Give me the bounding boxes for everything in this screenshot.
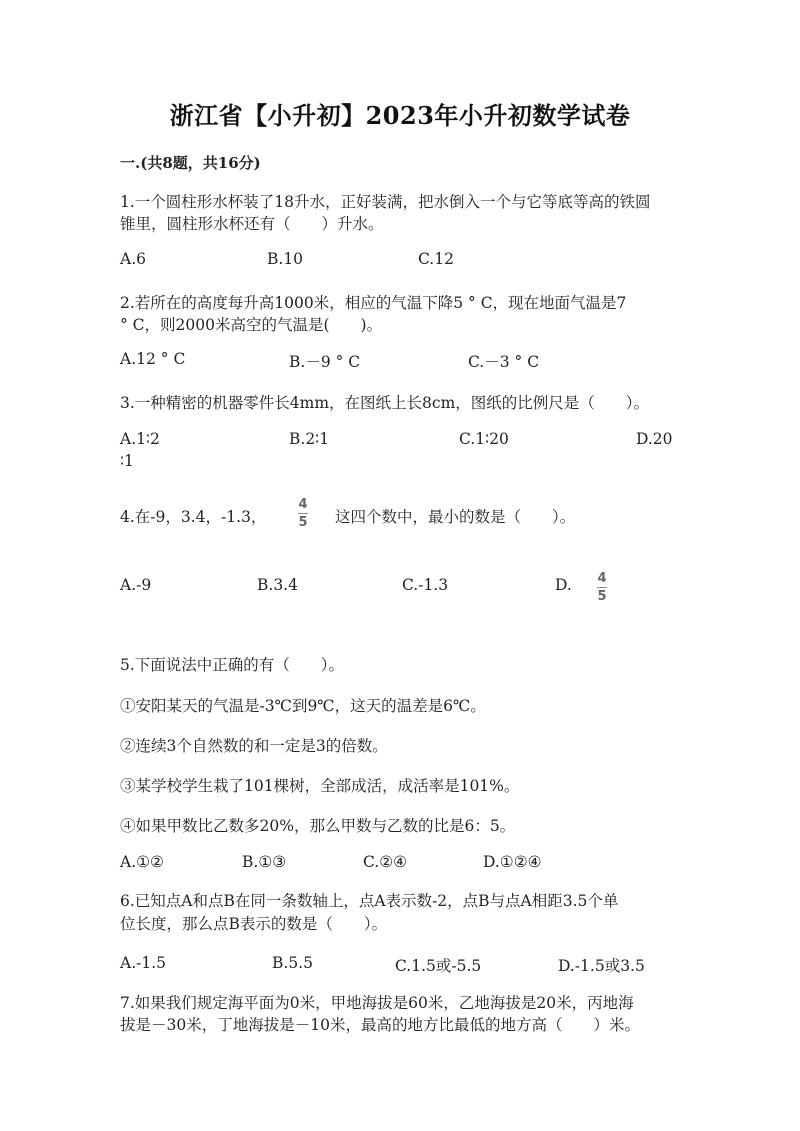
question-5-option-b: B.①③: [242, 853, 287, 871]
question-1-option-c: C.12: [418, 250, 454, 268]
question-4-text-end: 这四个数中，最小的数是（ ）。: [335, 508, 576, 526]
question-7-line-1: 7.如果我们规定海平面为0米，甲地海拔是60米，乙地海拔是20米，丙地海: [120, 994, 634, 1012]
question-5-statement-2: ②连续3个自然数的和一定是3的倍数。: [120, 737, 388, 755]
question-3-option-a: A.1∶2: [120, 430, 160, 448]
question-6-line-1: 6.已知点A和点B在同一条数轴上，点A表示数-2，点B与点A相距3.5个单: [120, 892, 619, 910]
section-heading: 一.(共8题，共16分): [120, 154, 261, 172]
question-6-option-d: D.-1.5或3.5: [558, 957, 645, 975]
question-1-line-1: 1.一个圆柱形水杯装了18升水，正好装满，把水倒入一个与它等底等高的铁圆: [120, 193, 651, 211]
question-5-option-a: A.①②: [120, 853, 164, 871]
question-3-option-d: D.20: [636, 430, 673, 448]
question-6-option-b: B.5.5: [272, 954, 313, 972]
question-2-option-b: B.－9 ° C: [289, 353, 361, 371]
question-4-option-c: C.-1.3: [402, 576, 449, 594]
fraction-denominator: 5: [298, 515, 308, 530]
fraction-numerator: 4: [597, 571, 607, 586]
fraction-bar: [298, 513, 308, 514]
question-4-option-a: A.-9: [120, 576, 152, 594]
question-5-statement-4: ④如果甲数比乙数多20%，那么甲数与乙数的比是6：5。: [120, 817, 516, 835]
fraction-denominator: 5: [597, 589, 607, 604]
question-4-option-d: D.: [555, 576, 572, 594]
question-4-option-b: B.3.4: [257, 576, 298, 594]
question-2-option-c: C.－3 ° C: [468, 353, 540, 371]
question-4-text-start: 4.在-9，3.4，-1.3，: [120, 508, 267, 526]
question-6-option-a: A.-1.5: [120, 954, 167, 972]
question-5-option-d: D.①②④: [483, 853, 542, 871]
page-title: 浙江省【小升初】2023年小升初数学试卷: [169, 101, 631, 130]
question-2-line-2: ° C，则2000米高空的气温是( )。: [120, 316, 383, 334]
question-3-line-1: 3.一种精密的机器零件长4mm，在图纸上长8cm，图纸的比例尺是（ ）。: [120, 394, 650, 412]
question-6-option-c: C.1.5或-5.5: [395, 957, 482, 975]
question-3-option-c: C.1∶20: [459, 430, 509, 448]
question-1-line-2: 锥里，圆柱形水杯还有（ ）升水。: [120, 215, 384, 233]
question-3-option-d-continued: ∶1: [120, 452, 134, 470]
question-5-option-c: C.②④: [363, 853, 408, 871]
question-2-option-a: A.12 ° C: [120, 350, 186, 368]
question-1-option-b: B.10: [267, 250, 304, 268]
question-1-option-a: A.6: [120, 250, 146, 268]
question-5-line-1: 5.下面说法中正确的有（ ）。: [120, 656, 345, 674]
question-7-line-2: 拔是－30米，丁地海拔是－10米，最高的地方比最低的地方高（ ）米。: [120, 1016, 640, 1034]
question-5-statement-1: ①安阳某天的气温是-3℃到9℃，这天的温差是6℃。: [120, 697, 486, 715]
fraction-four-fifths-option-d: [597, 571, 607, 604]
question-6-line-2: 位长度，那么点B表示的数是（ ）。: [120, 915, 388, 933]
question-3-option-b: B.2∶1: [289, 430, 330, 448]
question-2-line-1: 2.若所在的高度每升高1000米，相应的气温下降5 ° C，现在地面气温是7: [120, 294, 627, 312]
fraction-bar: [597, 587, 607, 588]
question-5-statement-3: ③某学校学生栽了101棵树，全部成活，成活率是101%。: [120, 777, 520, 795]
fraction-four-fifths: [298, 497, 308, 530]
fraction-numerator: 4: [298, 497, 308, 512]
